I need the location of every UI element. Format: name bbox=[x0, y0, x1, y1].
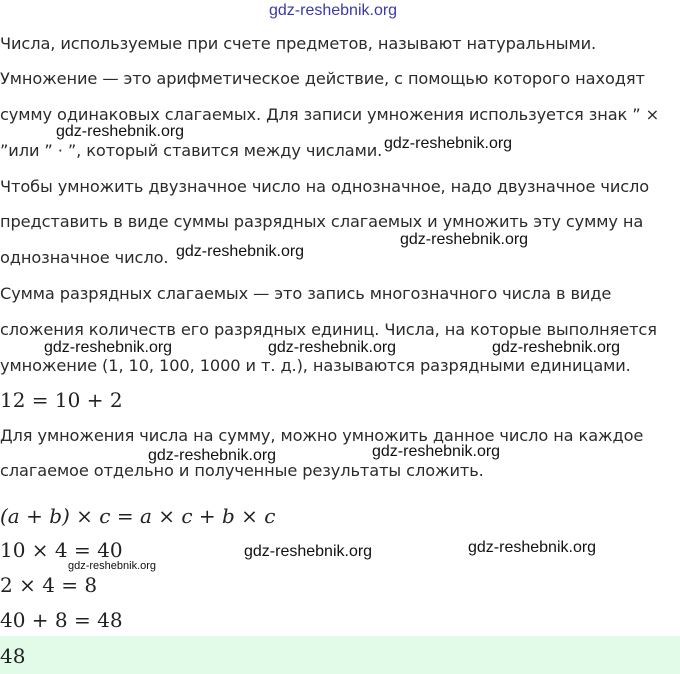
watermark: gdz-reshebnik.org bbox=[492, 339, 621, 356]
paragraph-digit-sum-line2: сложения количеств его разрядных единиц. Числа, на которые выполняется bbox=[0, 320, 657, 339]
watermark: gdz-reshebnik.org bbox=[56, 123, 185, 140]
formula-step-sum: 40 + 8 = 48 bbox=[0, 608, 123, 632]
watermark: gdz-reshebnik.org bbox=[384, 135, 513, 152]
paragraph-natural-numbers: Числа, используемые при счете предметов, называют натуральными. bbox=[0, 34, 597, 53]
paragraph-two-digit-line2: представить в виде суммы разрядных слагаемых и умножить эту сумму на bbox=[0, 212, 644, 231]
paragraph-digit-sum-line3: умножение (1, 10, 100, 1000 и т. д.), называются разрядными единицами. bbox=[0, 356, 631, 375]
formula-decomposition: 12 = 10 + 2 bbox=[0, 388, 123, 412]
watermark: gdz-reshebnik.org bbox=[372, 443, 501, 460]
paragraph-multiplication-line1: Умножение — это арифметическое действие, с помощью которого находят bbox=[0, 69, 645, 88]
paragraph-two-digit-line1: Чтобы умножить двузначное число на однозначное, надо двузначное число bbox=[0, 177, 650, 196]
watermark: gdz-reshebnik.org bbox=[468, 539, 597, 556]
answer-highlight bbox=[0, 636, 680, 674]
watermark: gdz-reshebnik.org bbox=[400, 231, 529, 248]
formula-step-units: 2 × 4 = 8 bbox=[0, 573, 98, 597]
paragraph-two-digit-line3: однозначное число. bbox=[0, 248, 169, 267]
watermark-top: gdz-reshebnik.org bbox=[269, 2, 398, 19]
watermark: gdz-reshebnik.org bbox=[44, 339, 173, 356]
paragraph-multiplication-line2: сумму одинаковых слагаемых. Для записи умножения используется знак ” × bbox=[0, 105, 660, 124]
watermark: gdz-reshebnik.org bbox=[176, 243, 305, 260]
formula-distributive-law: (a + b) × c = a × c + b × c bbox=[0, 504, 276, 528]
paragraph-distributive-line1: Для умножения числа на сумму, можно умножить данное число на каждое bbox=[0, 426, 644, 445]
paragraph-distributive-line2: слагаемое отдельно и полученные результаты сложить. bbox=[0, 461, 484, 480]
watermark: gdz-reshebnik.org bbox=[68, 560, 157, 572]
watermark: gdz-reshebnik.org bbox=[148, 447, 277, 464]
answer-value: 48 bbox=[0, 644, 26, 668]
paragraph-multiplication-line3: ”или ” · ”, который ставится между числами. bbox=[0, 141, 383, 160]
formula-step-tens: 10 × 4 = 40 bbox=[0, 538, 123, 562]
watermark: gdz-reshebnik.org bbox=[244, 543, 373, 560]
watermark: gdz-reshebnik.org bbox=[268, 339, 397, 356]
paragraph-digit-sum-line1: Сумма разрядных слагаемых — это запись многозначного числа в виде bbox=[0, 284, 612, 303]
